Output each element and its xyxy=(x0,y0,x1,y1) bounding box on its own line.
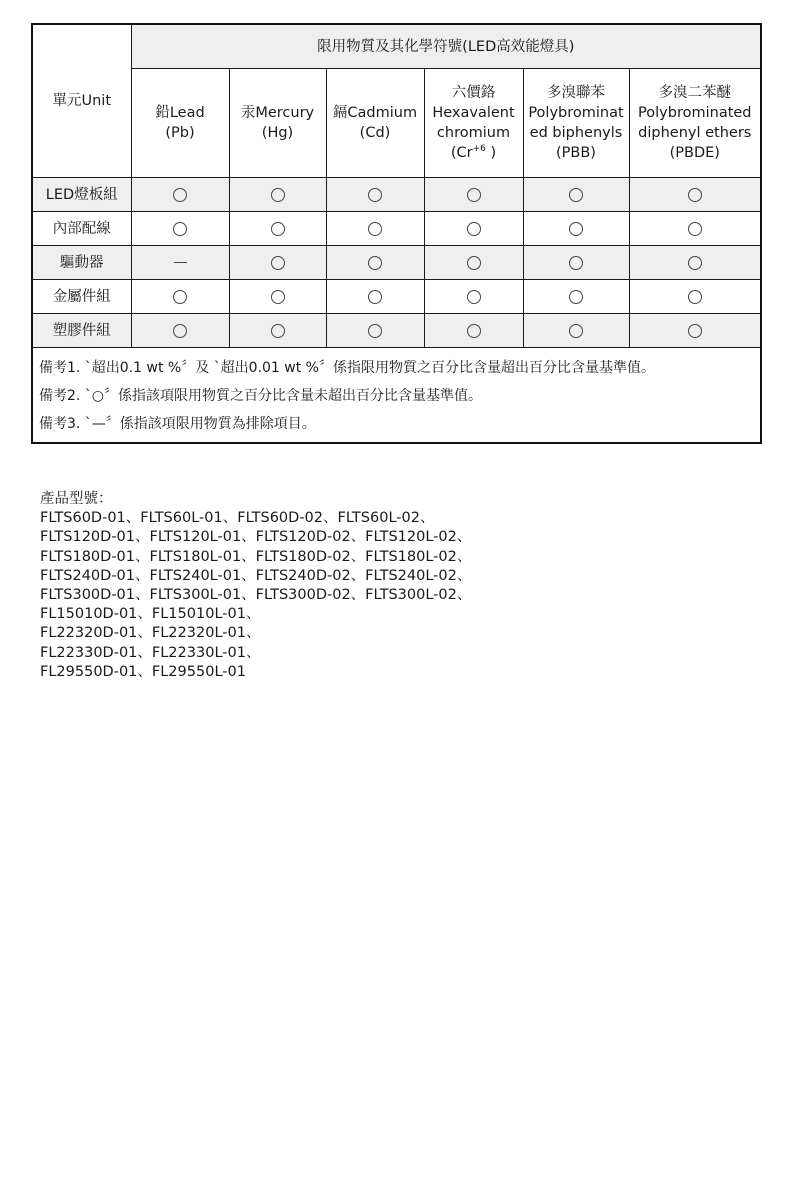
column-header-line: 鉛Lead xyxy=(155,105,205,121)
column-header-cadmium xyxy=(326,69,424,178)
column-header-line: diphenyl ethers xyxy=(638,125,752,141)
column-header-line: 六價鉻 xyxy=(451,85,496,101)
column-header-pbde xyxy=(629,69,761,178)
circle-icon xyxy=(688,290,702,304)
column-header-line: ed biphenyls xyxy=(529,125,623,141)
cell-pbde xyxy=(629,314,761,348)
circle-icon xyxy=(467,256,481,270)
dash-icon xyxy=(174,262,187,263)
cell-hexavalent-chromium xyxy=(424,314,523,348)
note-2: 備考2. ˋ○〞係指該項限用物質之百分比含量未超出百分比含量基準值。 xyxy=(39,388,483,404)
cell-pbb xyxy=(523,178,629,212)
circle-icon xyxy=(173,188,187,202)
circle-icon xyxy=(688,324,702,338)
column-header-pbb xyxy=(523,69,629,178)
cell-mercury xyxy=(229,314,326,348)
table-row xyxy=(32,314,761,348)
column-header-row xyxy=(32,69,761,178)
product-model-line: FLTS300D-01、FLTS300L-01、FLTS300D-02、FLTS300L-02、 xyxy=(40,587,472,604)
circle-icon xyxy=(467,222,481,236)
circle-icon xyxy=(368,290,382,304)
superscript-charge: +6 xyxy=(472,144,486,155)
cell-cadmium xyxy=(326,314,424,348)
circle-icon xyxy=(271,324,285,338)
cell-mercury xyxy=(229,280,326,314)
table-title-row xyxy=(32,24,761,69)
column-header-line: Polybrominat xyxy=(528,105,624,121)
product-model-line: FL22330D-01、FL22330L-01、 xyxy=(40,644,261,661)
table-row xyxy=(32,178,761,212)
unit-name: 塑膠件組 xyxy=(32,314,131,348)
circle-icon xyxy=(688,222,702,236)
cell-lead xyxy=(131,280,229,314)
symbol-text-end: ) xyxy=(485,145,497,161)
cell-hexavalent-chromium xyxy=(424,246,523,280)
unit-name: 內部配線 xyxy=(32,212,131,246)
cell-lead xyxy=(131,314,229,348)
cell-mercury xyxy=(229,212,326,246)
column-header-line: (PBDE) xyxy=(669,145,720,161)
product-model-line: FLTS120D-01、FLTS120L-01、FLTS120D-02、FLTS120L-02、 xyxy=(40,529,472,546)
table-title: 限用物質及其化學符號(LED高效能燈具) xyxy=(131,24,761,69)
column-header-line: 鎘Cadmium xyxy=(332,105,418,121)
cell-lead xyxy=(131,246,229,280)
cell-cadmium xyxy=(326,280,424,314)
notes-row xyxy=(32,348,761,444)
cell-hexavalent-chromium xyxy=(424,212,523,246)
column-header-mercury xyxy=(229,69,326,178)
product-model-line: FL15010D-01、FL15010L-01、 xyxy=(40,606,261,623)
column-header-line: (Hg) xyxy=(261,125,294,141)
circle-icon xyxy=(467,324,481,338)
circle-icon xyxy=(569,256,583,270)
cell-pbb xyxy=(523,280,629,314)
column-header-line: (Pb) xyxy=(165,125,195,141)
product-model-line: FLTS180D-01、FLTS180L-01、FLTS180D-02、FLTS180L-02、 xyxy=(40,548,472,565)
circle-icon xyxy=(271,222,285,236)
product-model-line: FLTS240D-01、FLTS240L-01、FLTS240D-02、FLTS240L-02、 xyxy=(40,567,472,584)
column-header-line: (PBB) xyxy=(556,145,596,161)
unit-header: 單元Unit xyxy=(32,24,131,178)
column-header-line: 多溴聯苯 xyxy=(547,85,605,101)
restricted-substances-table xyxy=(31,23,762,444)
circle-icon xyxy=(173,324,187,338)
circle-icon xyxy=(569,222,583,236)
circle-icon xyxy=(271,256,285,270)
cell-pbde xyxy=(629,212,761,246)
cell-pbde xyxy=(629,246,761,280)
cell-cadmium xyxy=(326,246,424,280)
column-header-line: 汞Mercury xyxy=(240,105,315,121)
circle-icon xyxy=(271,188,285,202)
column-header-hexavalent-chromium xyxy=(424,69,523,178)
cell-pbb xyxy=(523,314,629,348)
cell-cadmium xyxy=(326,178,424,212)
cell-mercury xyxy=(229,178,326,212)
product-model-line: FL22320D-01、FL22320L-01、 xyxy=(40,625,261,642)
circle-icon xyxy=(467,188,481,202)
circle-icon xyxy=(467,290,481,304)
circle-icon xyxy=(569,290,583,304)
circle-icon xyxy=(688,256,702,270)
circle-icon xyxy=(368,188,382,202)
column-header-line: Hexavalent xyxy=(432,105,515,121)
unit-name: 金屬件組 xyxy=(32,280,131,314)
cell-hexavalent-chromium xyxy=(424,178,523,212)
circle-icon xyxy=(368,256,382,270)
table-row xyxy=(32,212,761,246)
circle-icon xyxy=(368,324,382,338)
cell-lead xyxy=(131,178,229,212)
column-header-line xyxy=(425,143,523,163)
circle-icon xyxy=(569,188,583,202)
cell-pbde xyxy=(629,280,761,314)
product-model-line: FLTS60D-01、FLTS60L-01、FLTS60D-02、FLTS60L-02、 xyxy=(40,510,435,527)
cell-cadmium xyxy=(326,212,424,246)
circle-icon xyxy=(569,324,583,338)
cell-pbb xyxy=(523,246,629,280)
column-header-line: 多溴二苯醚 xyxy=(658,85,732,101)
note-3: 備考3. ˋ—〞係指該項限用物質為排除項目。 xyxy=(39,416,316,432)
column-header-line: chromium xyxy=(436,125,511,141)
product-models-label: 產品型號： xyxy=(40,491,113,507)
circle-icon xyxy=(271,290,285,304)
cell-pbde xyxy=(629,178,761,212)
product-models-section xyxy=(40,490,471,682)
table-row xyxy=(32,280,761,314)
unit-name: 驅動器 xyxy=(32,246,131,280)
unit-name: LED燈板組 xyxy=(32,178,131,212)
cell-lead xyxy=(131,212,229,246)
table-row xyxy=(32,246,761,280)
circle-icon xyxy=(688,188,702,202)
note-1: 備考1. ˋ超出0.1 wt %〞及 ˋ超出0.01 wt %〞係指限用物質之百分比含量超出百分比含量基準值。 xyxy=(39,360,655,376)
column-header-line: (Cd) xyxy=(359,125,391,141)
cell-mercury xyxy=(229,246,326,280)
circle-icon xyxy=(173,222,187,236)
column-header-lead xyxy=(131,69,229,178)
notes-cell xyxy=(32,348,761,444)
cell-hexavalent-chromium xyxy=(424,280,523,314)
circle-icon xyxy=(173,290,187,304)
circle-icon xyxy=(368,222,382,236)
product-model-line: FL29550D-01、FL29550L-01 xyxy=(40,663,246,680)
symbol-text: (Cr xyxy=(450,145,473,161)
cell-pbb xyxy=(523,212,629,246)
column-header-line: Polybrominated xyxy=(638,105,752,121)
